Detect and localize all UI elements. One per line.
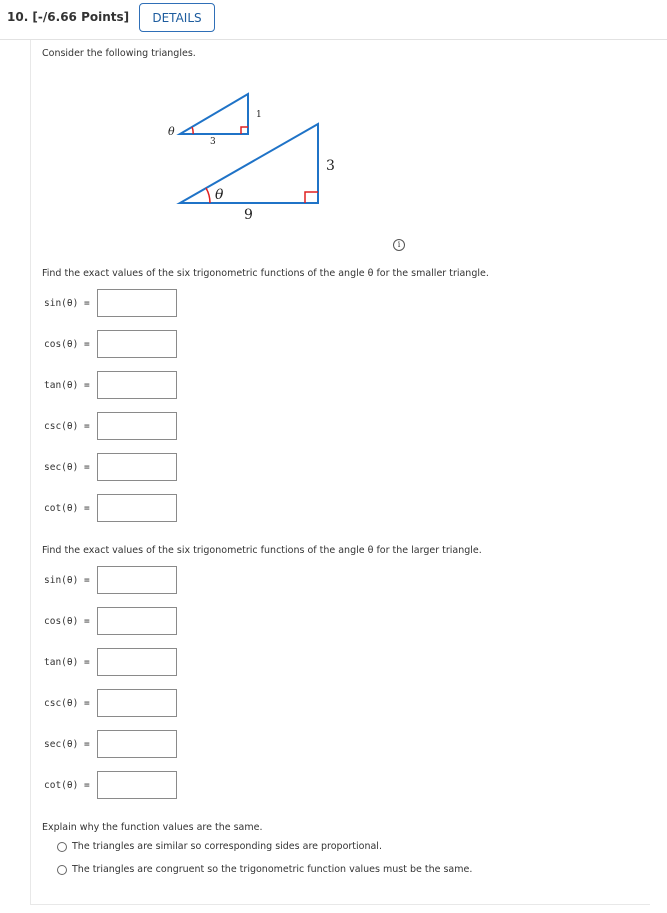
part1-prompt: Find the exact values of the six trigonometric functions of the angle θ for the smaller triangle. bbox=[42, 268, 489, 279]
sin-input-large[interactable] bbox=[97, 566, 177, 594]
cos-label-small: cos(θ) = bbox=[44, 339, 90, 350]
sin-label-large: sin(θ) = bbox=[44, 575, 90, 586]
cos-label-large: cos(θ) = bbox=[44, 616, 90, 627]
small-theta-label: θ bbox=[168, 125, 175, 138]
sin-input-small[interactable] bbox=[97, 289, 177, 317]
radio-option-similar[interactable] bbox=[57, 842, 67, 852]
large-adjacent-label: 9 bbox=[244, 207, 253, 223]
intro-text: Consider the following triangles. bbox=[42, 48, 196, 59]
small-right-angle-marker bbox=[241, 127, 248, 134]
part3-prompt: Explain why the function values are the same. bbox=[42, 822, 263, 833]
sec-label-large: sec(θ) = bbox=[44, 739, 90, 750]
tan-input-large[interactable] bbox=[97, 648, 177, 676]
sec-input-small[interactable] bbox=[97, 453, 177, 481]
tan-input-small[interactable] bbox=[97, 371, 177, 399]
cot-label-large: cot(θ) = bbox=[44, 780, 90, 791]
cos-input-large[interactable] bbox=[97, 607, 177, 635]
small-triangle bbox=[180, 94, 248, 134]
small-adjacent-label: 3 bbox=[210, 137, 216, 147]
sec-label-small: sec(θ) = bbox=[44, 462, 90, 473]
large-opposite-label: 3 bbox=[326, 158, 335, 174]
cos-input-small[interactable] bbox=[97, 330, 177, 358]
tan-label-large: tan(θ) = bbox=[44, 657, 90, 668]
tan-label-small: tan(θ) = bbox=[44, 380, 90, 391]
option-similar-label[interactable]: The triangles are similar so corresponding sides are proportional. bbox=[72, 841, 382, 852]
cot-input-small[interactable] bbox=[97, 494, 177, 522]
csc-label-large: csc(θ) = bbox=[44, 698, 90, 709]
cot-input-large[interactable] bbox=[97, 771, 177, 799]
csc-input-small[interactable] bbox=[97, 412, 177, 440]
csc-label-small: csc(θ) = bbox=[44, 421, 90, 432]
question-title: 10. [-/6.66 Points] bbox=[7, 10, 130, 24]
question-header bbox=[0, 0, 667, 40]
small-opposite-label: 1 bbox=[256, 110, 262, 120]
triangles-figure bbox=[160, 88, 340, 228]
large-angle-arc bbox=[206, 188, 210, 203]
small-angle-arc bbox=[192, 127, 193, 134]
cot-label-small: cot(θ) = bbox=[44, 503, 90, 514]
info-icon[interactable]: i bbox=[393, 239, 405, 251]
large-theta-label: θ bbox=[215, 187, 224, 203]
radio-option-congruent[interactable] bbox=[57, 865, 67, 875]
sec-input-large[interactable] bbox=[97, 730, 177, 758]
part2-prompt: Find the exact values of the six trigonometric functions of the angle θ for the larger triangle. bbox=[42, 545, 482, 556]
details-button[interactable]: DETAILS bbox=[139, 3, 215, 32]
sin-label-small: sin(θ) = bbox=[44, 298, 90, 309]
option-congruent-label[interactable]: The triangles are congruent so the trigonometric function values must be the same. bbox=[72, 864, 473, 875]
large-triangle bbox=[180, 124, 318, 203]
large-right-angle-marker bbox=[305, 192, 318, 203]
csc-input-large[interactable] bbox=[97, 689, 177, 717]
